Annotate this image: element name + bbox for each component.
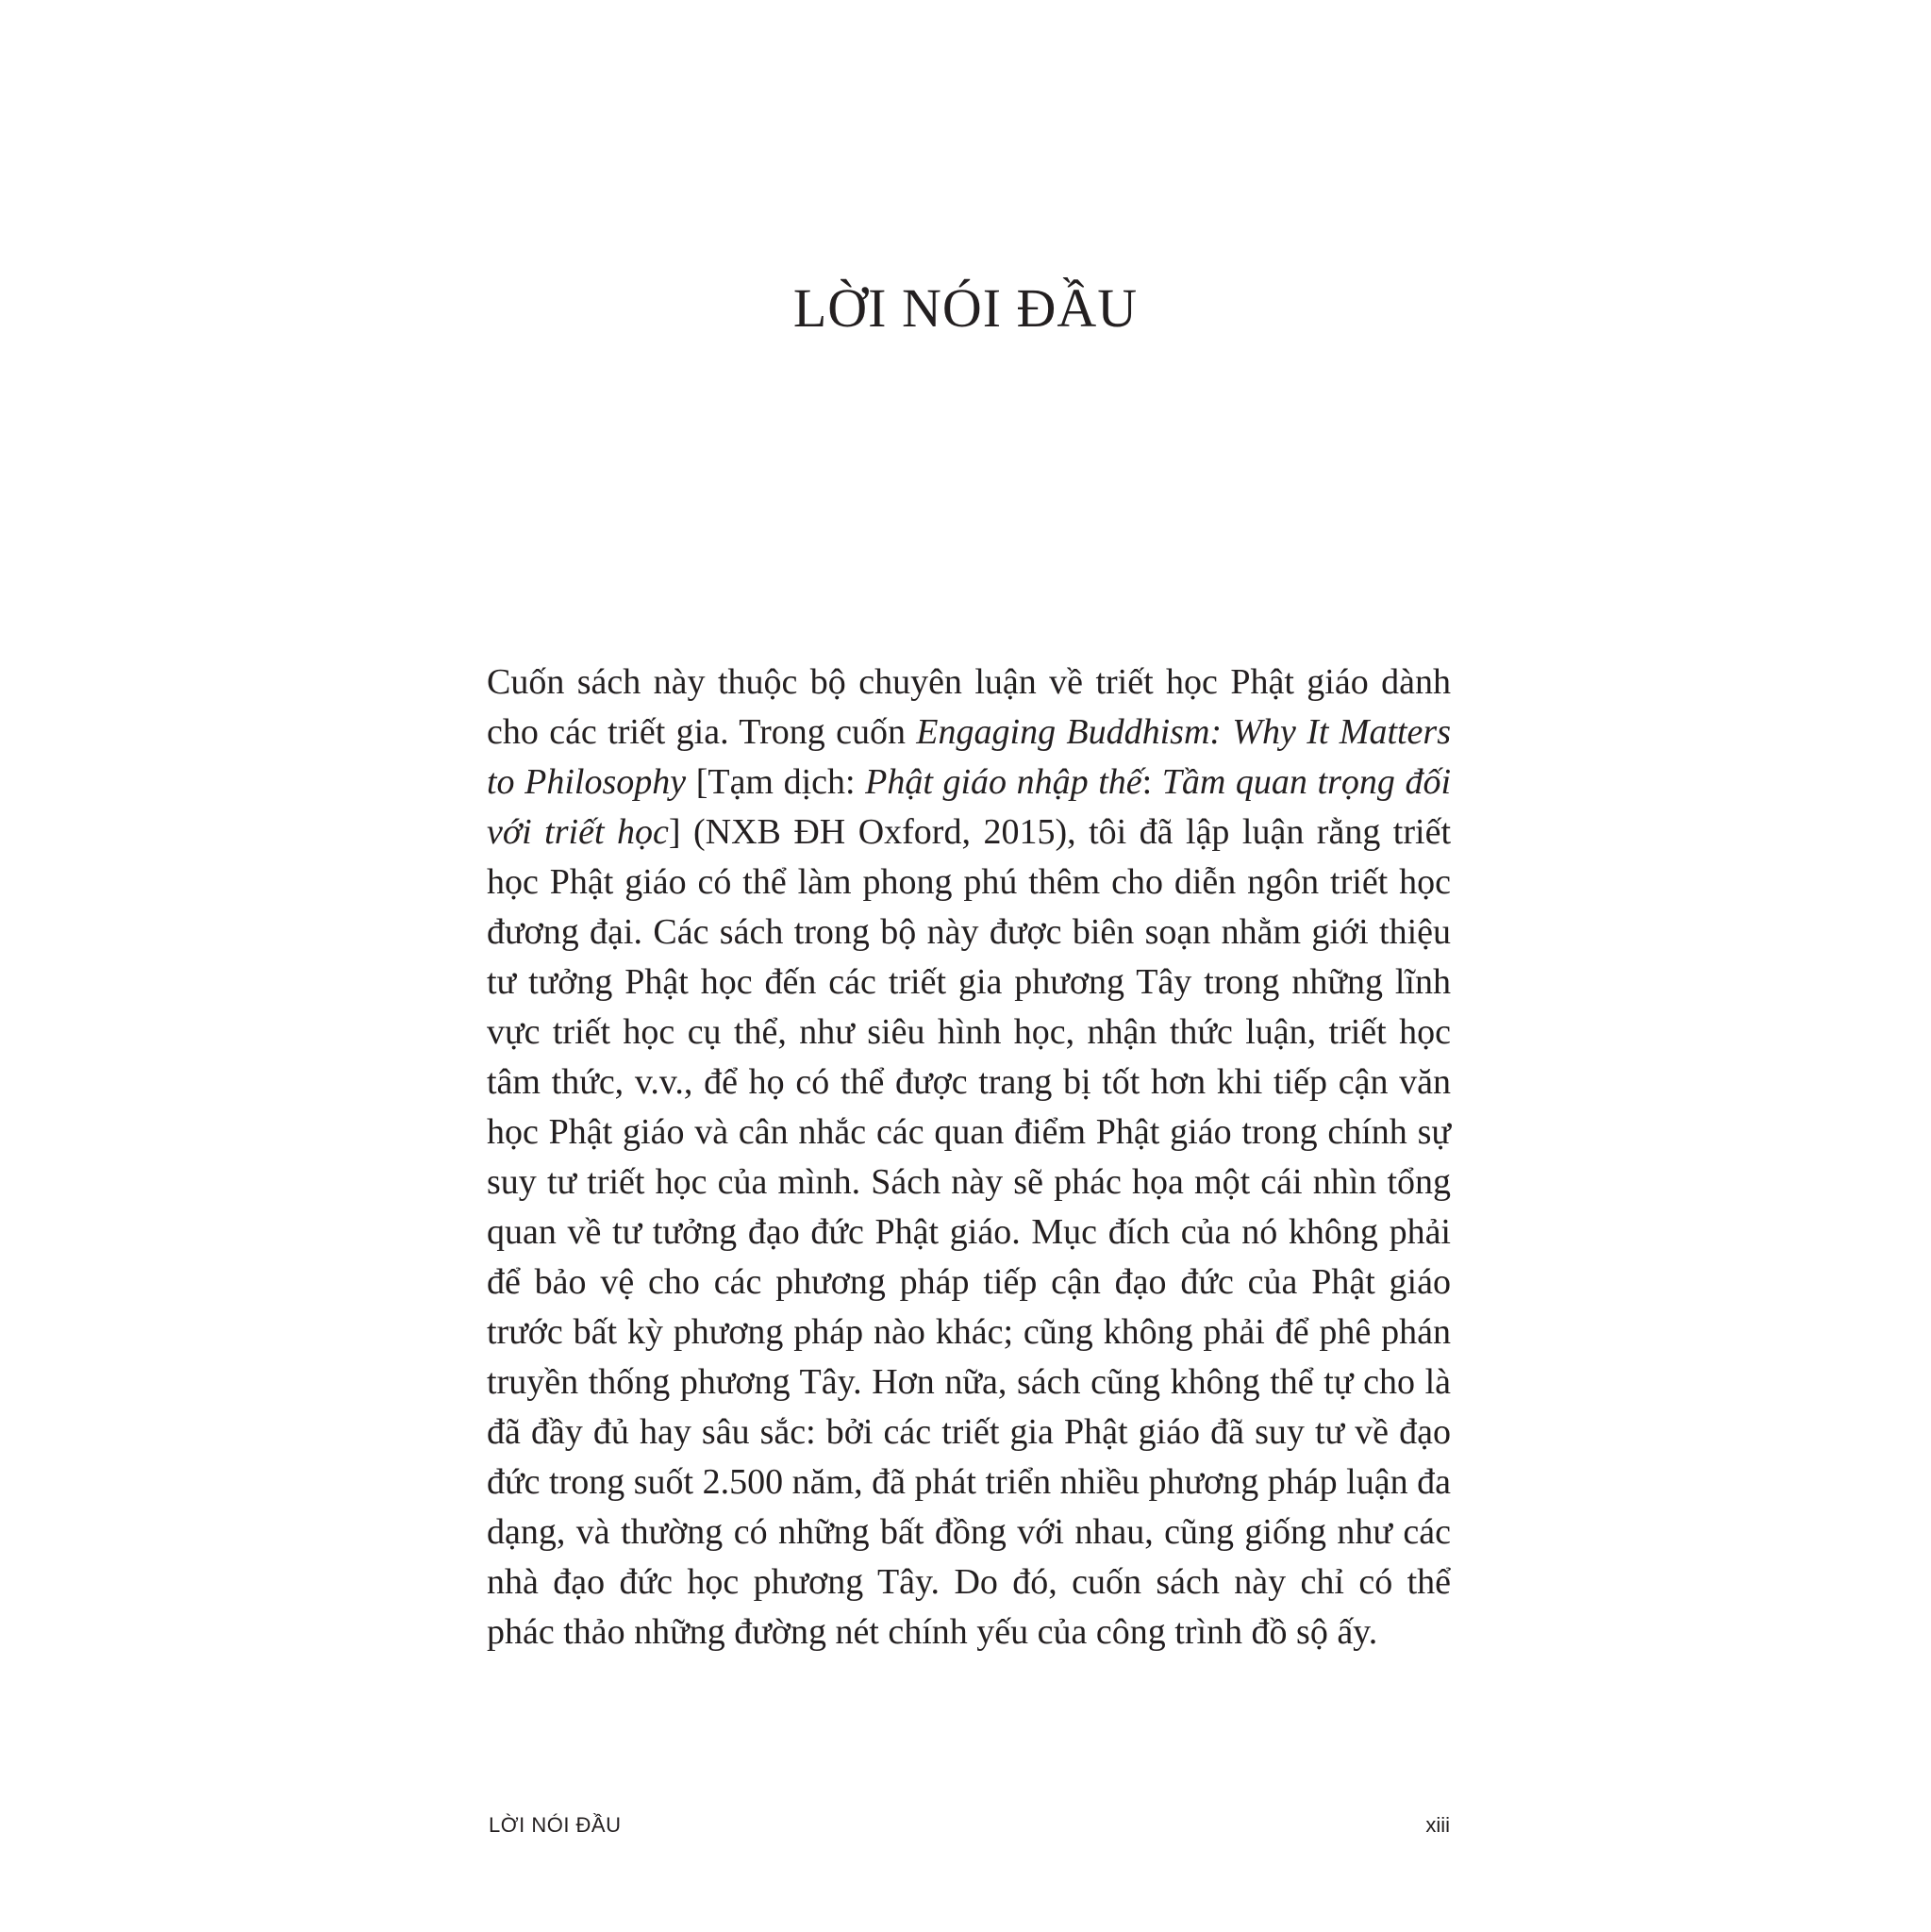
body-text-segment: [Tạm dịch: bbox=[686, 762, 866, 802]
body-text-segment: ] (NXB ĐH Oxford, 2015), tôi đã lập luận rằng triết học Phật giáo có thể làm phong phú thêm cho diễn ngôn triết học đương đại. Các sách trong bộ này được biên soạn nhằm giới thiệu tư tưởng Phật học đến các triết gia phương Tây trong những lĩnh vực triết học cụ thể, như siêu hình học, nhận thức luận, triết học tâm thức, v.v., để họ có thể được trang bị tốt hơn khi tiếp cận văn học Phật giáo và cân nhắc các quan điểm Phật giáo trong chính sự suy tư triết học của mình. Sách này sẽ phác họa một cái nhìn tổng quan về tư tưởng đạo đức Phật giáo. Mục đích của nó không phải để bảo vệ cho các phương pháp tiếp cận đạo đức của Phật giáo trước bất kỳ phương pháp nào khác; cũng không phải để phê phán truyền thống phương Tây. Hơn nữa, sách cũng không thể tự cho là đã đầy đủ hay sâu sắc: bởi các triết gia Phật giáo đã suy tư về đạo đức trong suốt 2.500 năm, đã phát triển nhiều phương pháp luận đa dạng, và thường có những bất đồng với nhau, cũng giống như các nhà đạo đức học phương Tây. Do đó, cuốn sách này chỉ có thể phác thảo những đường nét chính yếu của công trình đồ sộ ấy. bbox=[487, 812, 1451, 1652]
running-head: LỜI NÓI ĐẦU bbox=[489, 1813, 622, 1837]
translated-title-part-1: Phật giáo nhập thế bbox=[865, 762, 1142, 802]
book-title-italic: Engaging Buddhism: Why It Matters to Philosophy bbox=[487, 712, 1451, 802]
body-text-segment: : bbox=[1141, 762, 1162, 802]
body-paragraph bbox=[487, 658, 1451, 1657]
translated-title-part-2: Tầm quan trọng đối với triết học bbox=[487, 762, 1451, 852]
chapter-title: LỜI NÓI ĐẦU bbox=[792, 277, 1139, 339]
page-number: xiii bbox=[1425, 1813, 1450, 1837]
body-text-segment: Cuốn sách này thuộc bộ chuyên luận về triết học Phật giáo dành cho các triết gia. Trong cuốn bbox=[487, 662, 1451, 752]
